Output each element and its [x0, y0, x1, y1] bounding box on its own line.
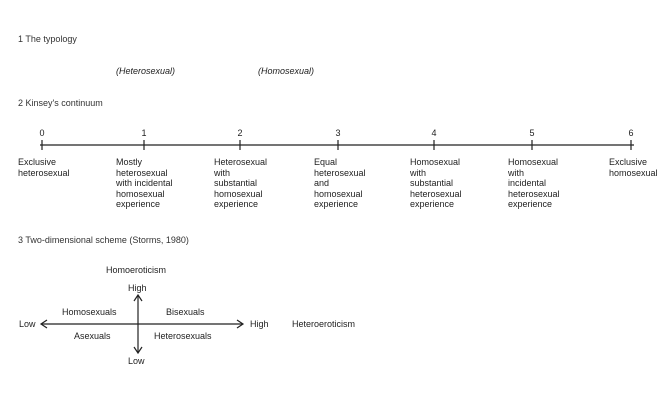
storms-horizontal-axis-title: Heteroeroticism: [292, 319, 356, 329]
storms-vertical-axis-title: Homoeroticism: [106, 265, 167, 275]
quadrant-homosexuals-label: Homosexuals: [62, 307, 117, 317]
kinsey-description-4-line: with: [410, 167, 427, 178]
kinsey-description-3-line: experience: [314, 199, 359, 209]
section-3-title: 3 Two-dimensional scheme (Storms, 1980): [18, 235, 189, 245]
kinsey-description-4-line: Homosexual: [410, 157, 461, 167]
kinsey-value-6: 6: [628, 128, 634, 138]
kinsey-description-3-line: homosexual: [314, 188, 363, 199]
typology-heterosexual-label: (Heterosexual): [116, 66, 176, 76]
kinsey-value-3: 3: [335, 128, 341, 138]
kinsey-description-1-line: with incidental: [116, 178, 173, 188]
kinsey-description-1: [116, 157, 196, 210]
kinsey-value-2: 2: [237, 128, 243, 138]
kinsey-description-2-line: with: [214, 167, 231, 178]
kinsey-value-0: 0: [39, 128, 45, 138]
kinsey-description-4-line: heterosexual: [410, 188, 462, 199]
kinsey-description-5-line: experience: [508, 199, 553, 209]
kinsey-description-3-line: heterosexual: [314, 167, 366, 178]
storms-vertical-high-label: High: [128, 283, 147, 293]
kinsey-value-1: 1: [141, 128, 147, 138]
quadrant-bisexuals-label: Bisexuals: [166, 307, 205, 317]
kinsey-description-0-line: Exclusive: [18, 157, 57, 167]
kinsey-description-2-line: Heterosexual: [214, 157, 268, 167]
section-1-title: 1 The typology: [18, 34, 77, 44]
kinsey-description-1-line: homosexual: [116, 188, 165, 199]
quadrant-asexuals-label: Asexuals: [74, 331, 111, 341]
kinsey-description-1-line: experience: [116, 199, 161, 209]
typology-homosexual-label: (Homosexual): [258, 66, 315, 76]
kinsey-description-4: [410, 157, 490, 210]
kinsey-value-5: 5: [529, 128, 535, 138]
kinsey-description-6: [609, 157, 663, 178]
kinsey-description-1-line: heterosexual: [116, 167, 168, 178]
kinsey-description-2-line: substantial: [214, 178, 258, 188]
kinsey-description-2-line: homosexual: [214, 188, 263, 199]
kinsey-description-5-line: Homosexual: [508, 157, 559, 167]
kinsey-description-4-line: experience: [410, 199, 455, 209]
kinsey-description-3: [314, 157, 394, 210]
kinsey-description-1-line: Mostly: [116, 157, 143, 167]
kinsey-description-5-line: incidental: [508, 178, 547, 188]
kinsey-description-5-line: with: [508, 167, 525, 178]
kinsey-description-4-line: substantial: [410, 178, 454, 188]
kinsey-description-6-line: homosexual: [609, 167, 658, 178]
kinsey-description-0-line: heterosexual: [18, 167, 70, 178]
kinsey-description-5: [508, 157, 588, 210]
kinsey-description-2: [214, 157, 294, 210]
storms-horizontal-low-label: Low: [19, 319, 36, 329]
quadrant-heterosexuals-label: Heterosexuals: [154, 331, 212, 341]
kinsey-description-3-line: Equal: [314, 157, 338, 167]
kinsey-description-3-line: and: [314, 178, 330, 188]
kinsey-description-0: [18, 157, 98, 178]
section-2-title: 2 Kinsey's continuum: [18, 98, 103, 108]
kinsey-value-4: 4: [431, 128, 437, 138]
storms-horizontal-high-label: High: [250, 319, 269, 329]
storms-vertical-low-label: Low: [128, 356, 145, 366]
kinsey-description-2-line: experience: [214, 199, 259, 209]
kinsey-description-6-line: Exclusive: [609, 157, 648, 167]
kinsey-description-5-line: heterosexual: [508, 188, 560, 199]
